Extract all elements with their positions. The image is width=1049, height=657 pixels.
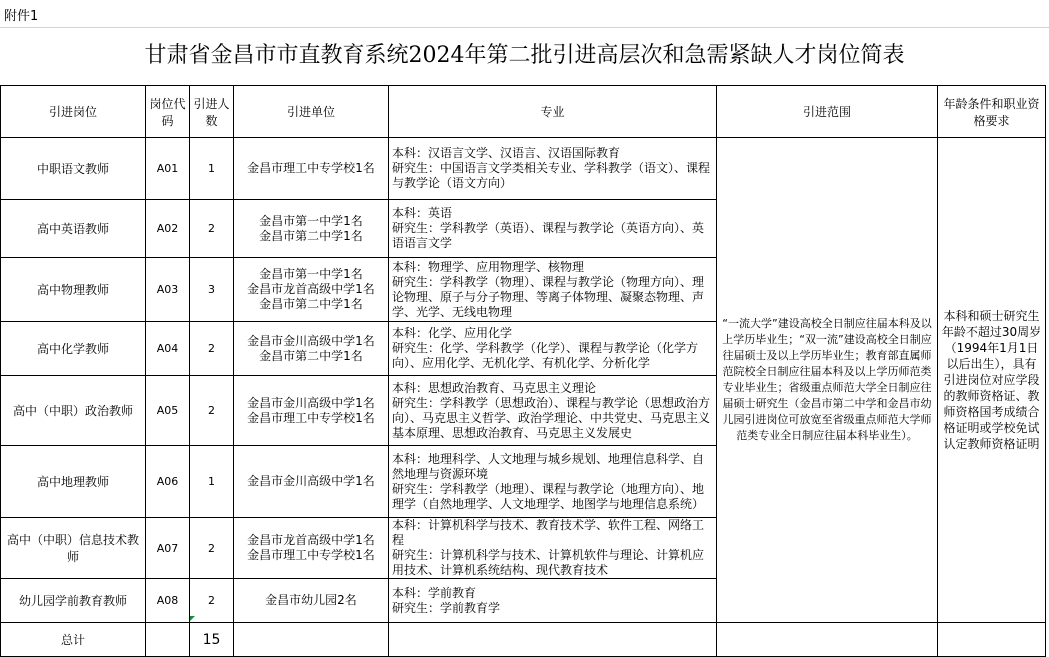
unit-line: 金昌市金川高级中学1名 xyxy=(247,395,375,410)
major-undergrad: 本科：英语 xyxy=(392,206,453,220)
cell-position[interactable]: 高中（中职）信息技术教师 xyxy=(1,518,146,579)
cell-code[interactable]: A07 xyxy=(146,518,190,579)
cell-major[interactable] xyxy=(389,579,717,623)
major-grad: 研究生：学科教学（英语）、课程与教学论（英语方向）、英语语言文学 xyxy=(392,221,705,250)
cell-unit[interactable] xyxy=(234,258,389,322)
attachment-label: 附件1 xyxy=(4,9,39,24)
cell-position[interactable]: 高中物理教师 xyxy=(1,258,146,322)
cell-position[interactable]: 高中化学教师 xyxy=(1,322,146,376)
unit-line: 金昌市第二中学1名 xyxy=(259,348,363,363)
cell-major[interactable] xyxy=(389,138,717,200)
header-code[interactable]: 岗位代码 xyxy=(146,86,190,138)
major-grad: 研究生：学科教学（思想政治）、课程与教学论（思想政治方向）、马克思主义哲学、政治学理论、中共党史、马克思主义基本原理、思想政治教育、马克思主义发展史 xyxy=(392,395,711,440)
header-unit[interactable]: 引进单位 xyxy=(234,86,389,138)
cell-count[interactable]: 1 xyxy=(190,138,234,200)
header-major[interactable]: 专业 xyxy=(389,86,717,138)
cell-position[interactable]: 中职语文教师 xyxy=(1,138,146,200)
cell-code[interactable]: A04 xyxy=(146,322,190,376)
total-label[interactable]: 总计 xyxy=(1,623,146,657)
major-grad: 研究生：化学、学科教学（化学）、课程与教学论（化学方向）、应用化学、无机化学、有机化学、分析化学 xyxy=(392,341,699,370)
total-empty-cell[interactable] xyxy=(146,623,190,657)
cell-major[interactable] xyxy=(389,322,717,376)
cell-count[interactable]: 2 xyxy=(190,376,234,446)
major-grad: 研究生：学科教学（物理）、课程与教学论（物理方向）、理论物理、原子与分子物理、等离子体物理、凝聚态物理、声学、光学、无线电物理 xyxy=(392,274,705,319)
cell-unit[interactable] xyxy=(234,579,389,623)
cell-major[interactable] xyxy=(389,200,717,258)
unit-line: 金昌市第二中学1名 xyxy=(259,228,363,243)
major-undergrad: 本科：化学、应用化学 xyxy=(392,326,513,340)
unit-line: 金昌市第二中学1名 xyxy=(259,297,363,311)
cell-age[interactable]: 本科和硕士研究生年龄不超过30周岁（1994年1月1日以后出生），具有引进岗位对应学段的教师资格证、教师资格国考成绩合格证明或学校免试认定教师资格证明 xyxy=(938,138,1046,623)
total-empty-cell[interactable] xyxy=(717,623,938,657)
major-undergrad: 本科：计算机科学与技术、教育技术学、软件工程、网络工程 xyxy=(392,518,705,547)
cell-code[interactable]: A01 xyxy=(146,138,190,200)
cell-range[interactable]: “一流大学”建设高校全日制应往届本科及以上学历毕业生；“双一流”建设高校全日制应往届硕士及以上学历毕业生；教育部直属师范院校全日制应往届本科及以上学历师范类专业毕业生；省级重点师范大学全日制应往届硕士研究生（金昌市第二中学和金昌市幼儿园引进岗位可放宽至省级重点师范大学师范类专业全日制应往届本科毕业生）。 xyxy=(717,138,938,623)
cell-unit[interactable] xyxy=(234,322,389,376)
unit-line: 金昌市金川高级中学1名 xyxy=(247,474,375,488)
major-undergrad: 本科：学前教育 xyxy=(392,585,477,600)
cell-position[interactable]: 高中地理教师 xyxy=(1,446,146,518)
unit-line: 金昌市金川高级中学1名 xyxy=(247,333,375,348)
unit-line: 金昌市理工中专学校1名 xyxy=(247,548,375,562)
positions-table xyxy=(0,85,1046,657)
major-undergrad: 本科：物理学、应用物理学、核物理 xyxy=(392,259,585,274)
cell-code[interactable]: A05 xyxy=(146,376,190,446)
cell-code[interactable]: A02 xyxy=(146,200,190,258)
cell-major[interactable] xyxy=(389,376,717,446)
header-position[interactable]: 引进岗位 xyxy=(1,86,146,138)
major-grad: 研究生：学前教育学 xyxy=(392,600,501,615)
cell-major[interactable] xyxy=(389,446,717,518)
cell-major[interactable] xyxy=(389,258,717,322)
total-count[interactable]: 15 xyxy=(190,623,234,657)
cell-unit[interactable] xyxy=(234,518,389,579)
header-age[interactable]: 年龄条件和职业资格要求 xyxy=(938,86,1046,138)
cell-code[interactable]: A06 xyxy=(146,446,190,518)
page-title: 甘肃省金昌市市直教育系统2024年第二批引进高层次和急需紧缺人才岗位简表 xyxy=(144,43,905,68)
cell-unit[interactable] xyxy=(234,446,389,518)
major-grad: 研究生：中国语言文学类相关专业、学科教学（语文）、课程与教学论（语文方向） xyxy=(392,161,711,190)
major-undergrad: 本科：思想政治教育、马克思主义理论 xyxy=(392,380,597,395)
unit-line: 金昌市龙首高级中学1名 xyxy=(247,533,375,547)
total-empty-cell[interactable] xyxy=(389,623,717,657)
cell-count[interactable]: 3 xyxy=(190,258,234,322)
unit-line: 金昌市龙首高级中学1名 xyxy=(247,282,375,296)
cell-count[interactable]: 2 xyxy=(190,322,234,376)
unit-line: 金昌市第一中学1名 xyxy=(259,213,363,228)
total-empty-cell[interactable] xyxy=(234,623,389,657)
header-count[interactable]: 引进人数 xyxy=(190,86,234,138)
total-empty-cell[interactable] xyxy=(938,623,1046,657)
cell-position[interactable]: 高中（中职）政治教师 xyxy=(1,376,146,446)
cell-indicator-icon xyxy=(190,616,195,621)
table-header-row xyxy=(1,86,1046,138)
cell-count[interactable]: 2 xyxy=(190,518,234,579)
cell-position[interactable]: 高中英语教师 xyxy=(1,200,146,258)
sheet-gridline xyxy=(0,27,1049,28)
major-grad: 研究生：学科教学（地理）、课程与教学论（地理方向）、地理学（自然地理学、人文地理学、地图学与地理信息系统） xyxy=(392,481,705,511)
cell-count[interactable]: 2 xyxy=(190,579,234,623)
cell-unit[interactable] xyxy=(234,138,389,200)
cell-count[interactable]: 2 xyxy=(190,200,234,258)
unit-line: 金昌市第一中学1名 xyxy=(259,267,363,281)
major-undergrad: 本科：汉语言文学、汉语言、汉语国际教育 xyxy=(392,146,621,160)
table-row xyxy=(1,138,1046,200)
unit-line: 金昌市幼儿园2名 xyxy=(265,593,357,607)
cell-unit[interactable] xyxy=(234,200,389,258)
cell-position[interactable]: 幼儿园学前教育教师 xyxy=(1,579,146,623)
unit-line: 金昌市理工中专学校1名 xyxy=(247,161,375,175)
cell-code[interactable]: A03 xyxy=(146,258,190,322)
cell-count[interactable]: 1 xyxy=(190,446,234,518)
major-grad: 研究生：计算机科学与技术、计算机软件与理论、计算机应用技术、计算机系统结构、现代教育技术 xyxy=(392,548,705,577)
cell-code[interactable]: A08 xyxy=(146,579,190,623)
unit-line: 金昌市理工中专学校1名 xyxy=(247,410,375,425)
major-undergrad: 本科：地理科学、人文地理与城乡规划、地理信息科学、自然地理与资源环境 xyxy=(392,451,705,481)
cell-major[interactable] xyxy=(389,518,717,579)
cell-unit[interactable] xyxy=(234,376,389,446)
header-range[interactable]: 引进范围 xyxy=(717,86,938,138)
total-row xyxy=(1,623,1046,657)
